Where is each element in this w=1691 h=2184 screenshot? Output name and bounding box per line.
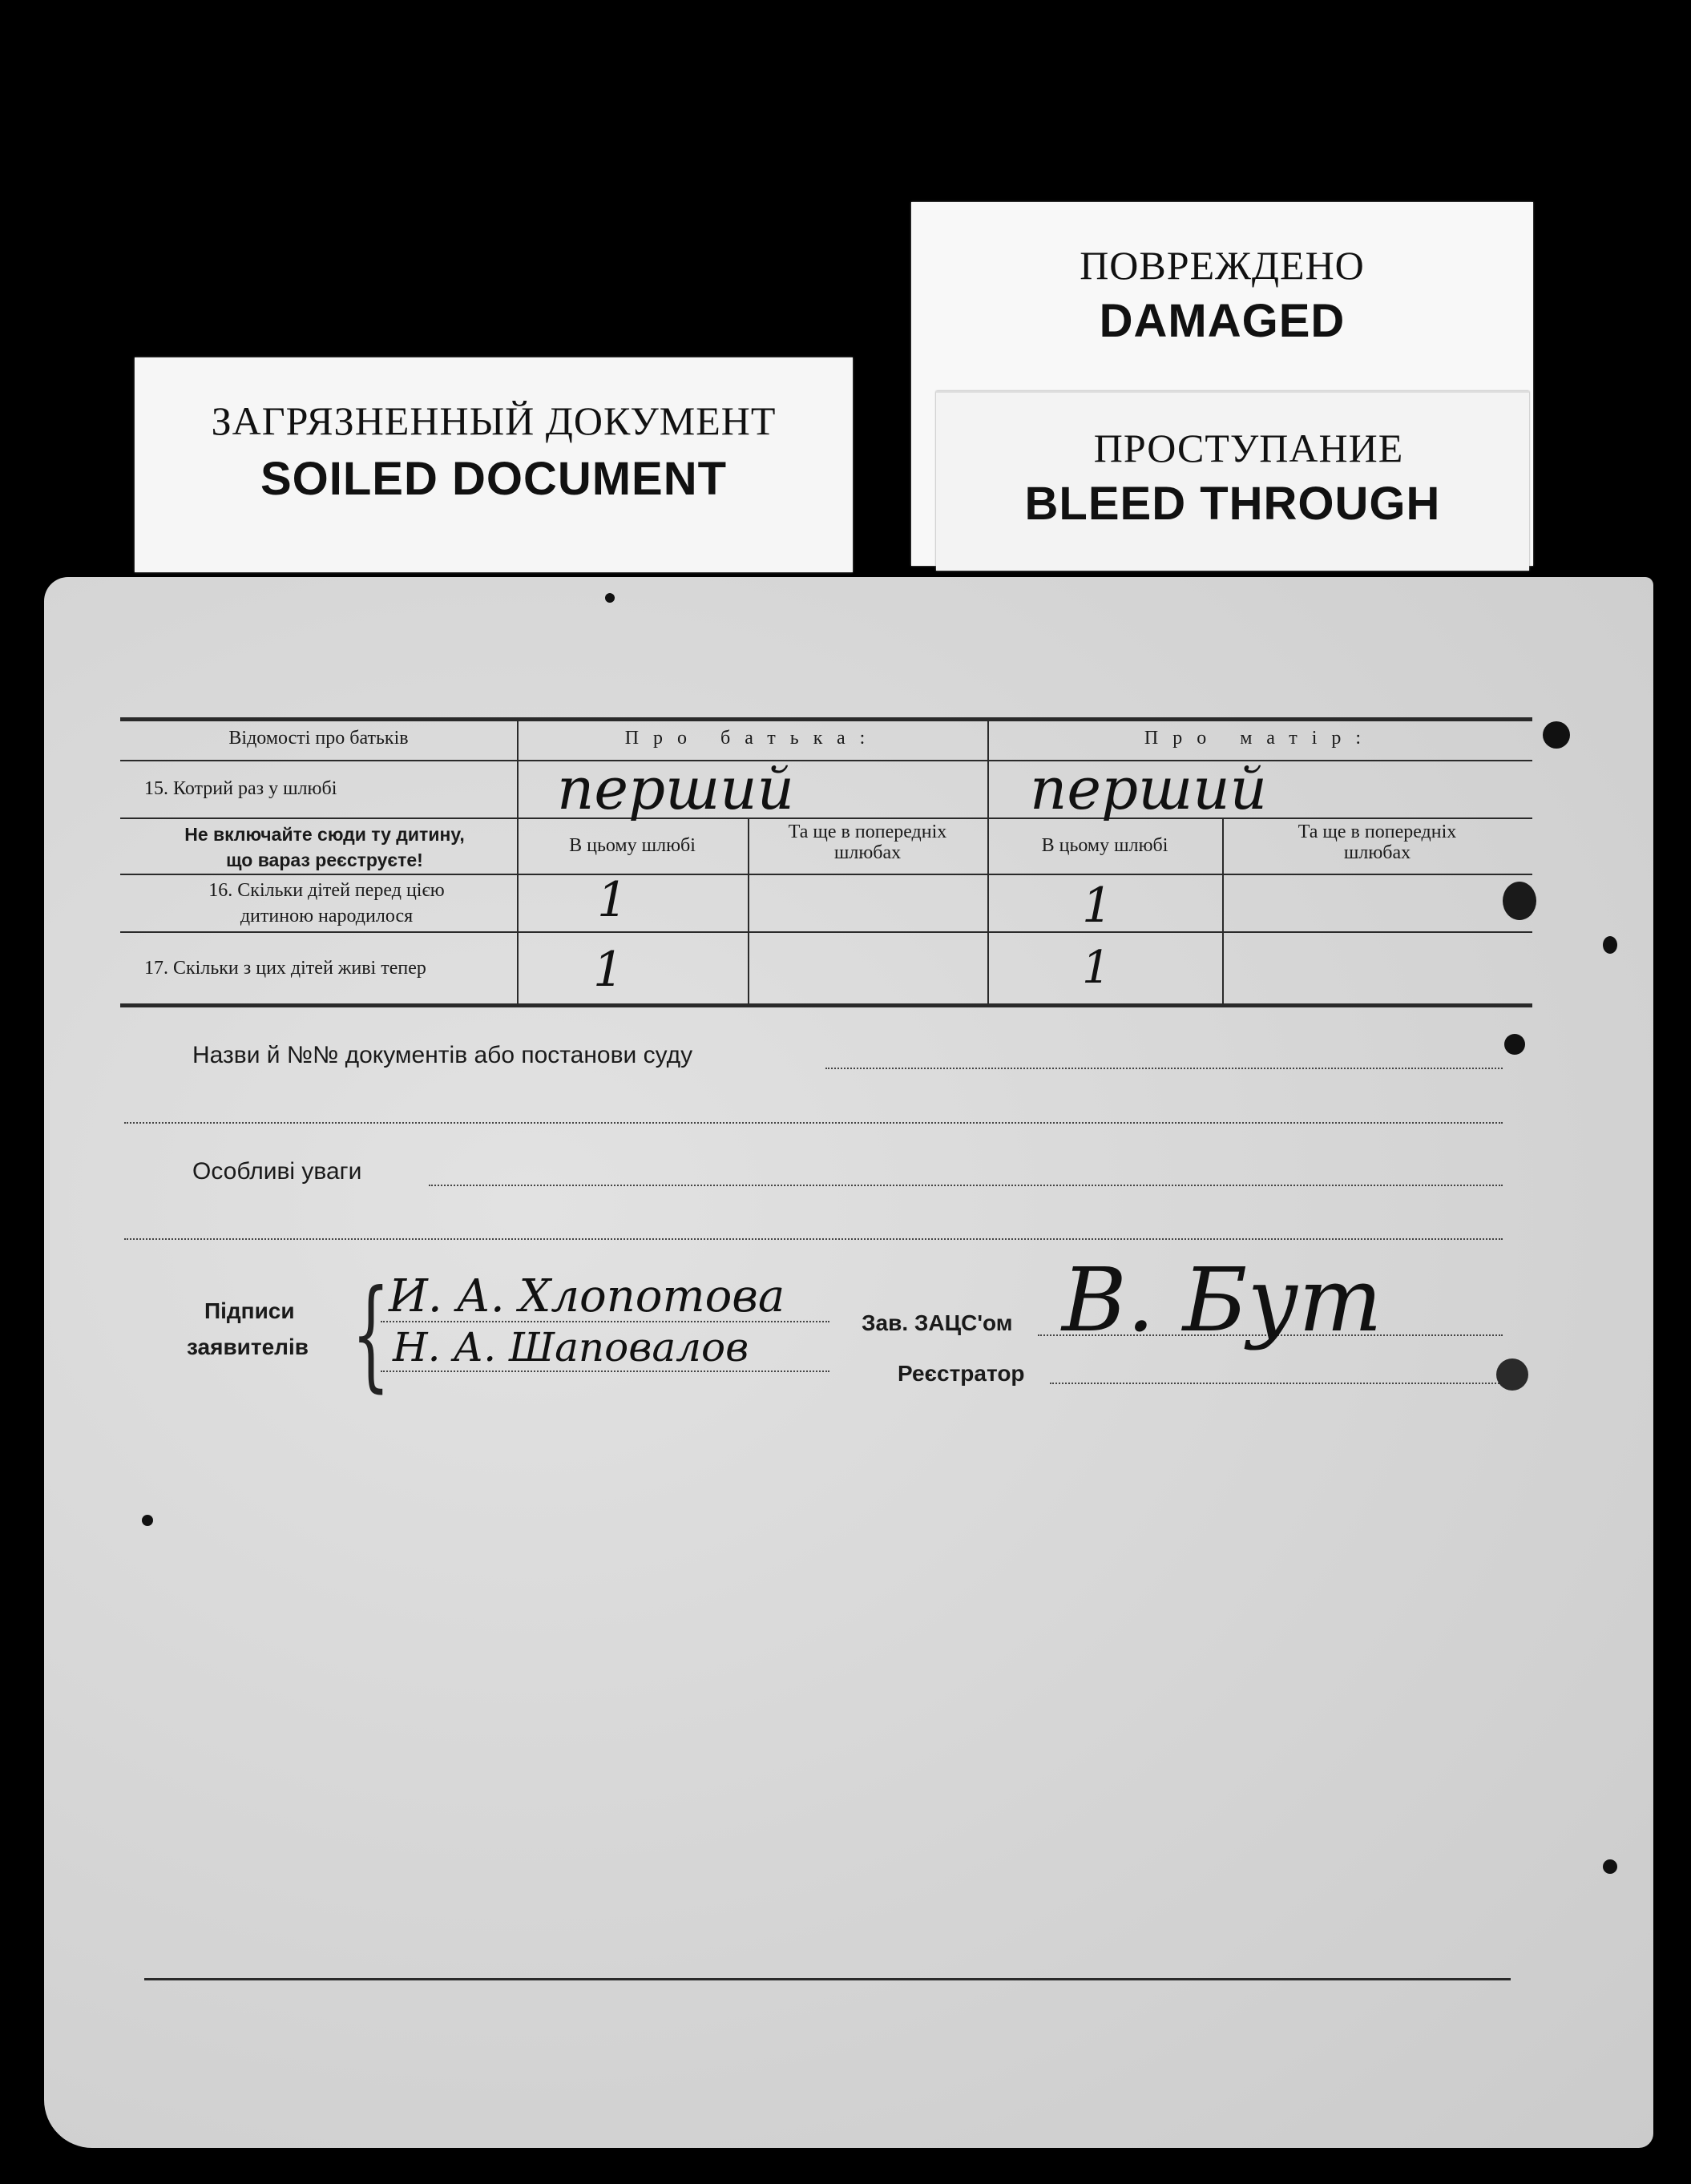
applicant-2-signature: Н. А. Шаповалов <box>393 1324 749 1371</box>
damage-hole <box>1503 882 1536 920</box>
father-prev-line2: шлюбах <box>833 842 902 863</box>
table-top-border <box>120 717 1532 721</box>
applicant-1-signature: И. А. Хлопотова <box>389 1270 785 1322</box>
table-col-divider-2 <box>987 717 989 1003</box>
documents-field-line-1 <box>825 1068 1503 1069</box>
damaged-label-en: DAMAGED <box>1099 295 1346 347</box>
registrar-line <box>1050 1383 1503 1384</box>
header-parents-info: Відомості про батьків <box>228 728 409 749</box>
soiled-document-label-card <box>135 357 853 572</box>
row15-label: 15. Котрий раз у шлюбі <box>144 778 337 799</box>
registration-form-sheet <box>44 577 1653 2148</box>
row16-label <box>140 878 513 929</box>
table-header-divider <box>120 760 1532 761</box>
head-of-registry-label: Зав. ЗАЦС'ом <box>862 1310 1013 1335</box>
soiled-label-ru: ЗАГРЯЗНЕННЫЙ ДОКУМЕНТ <box>211 398 777 443</box>
row15-father-value: перший <box>557 755 795 822</box>
row16-mother-value: 1 <box>1082 878 1113 934</box>
damage-hole <box>605 593 615 603</box>
row16-father-value: 1 <box>597 872 628 928</box>
applicant-2-line <box>381 1371 829 1372</box>
note-label <box>140 822 509 873</box>
father-this-marriage-header: В цьому шлюбі <box>569 835 696 856</box>
row16-label-line2: дитиною народилося <box>240 906 414 926</box>
damage-hole <box>1603 1859 1617 1874</box>
bleed-through-label-ru: ПРОСТУПАНИЕ <box>1093 426 1404 470</box>
row17-father-value: 1 <box>593 942 624 998</box>
special-notes-line-2 <box>124 1238 1503 1240</box>
row16-divider <box>120 931 1532 933</box>
note-label-line1: Не включайте сюди ту дитину, <box>184 824 465 845</box>
damage-hole <box>1504 1034 1525 1055</box>
row15-divider <box>120 817 1532 819</box>
soiled-label-en: SOILED DOCUMENT <box>260 453 728 505</box>
documents-field-line-2 <box>124 1122 1503 1124</box>
header-mother: Про матір: <box>1144 728 1376 749</box>
mother-prev-line2: шлюбах <box>1343 842 1411 863</box>
mother-previous-marriages-header <box>1222 822 1532 863</box>
special-notes-label: Особливі уваги <box>192 1158 362 1185</box>
row17-mother-value: 1 <box>1082 942 1111 994</box>
applicant-signatures-label-line2: заявителів <box>187 1334 309 1359</box>
damage-hole <box>1543 721 1570 749</box>
mother-prev-line1: Та ще в попередніх <box>1298 822 1457 842</box>
applicant-1-line <box>381 1321 829 1322</box>
note-label-line2: що вараз реєструєте! <box>226 850 423 870</box>
row15-mother-value: перший <box>1030 755 1268 822</box>
bleed-through-label-en: BLEED THROUGH <box>1024 478 1441 530</box>
bottom-border-line <box>144 1978 1511 1980</box>
row16-label-line1: 16. Скільки дітей перед цією <box>208 880 445 901</box>
damage-hole <box>1603 936 1617 954</box>
table-col-divider-1 <box>517 717 519 1003</box>
note-row-divider <box>120 874 1532 875</box>
registrar-label: Реєстратор <box>898 1361 1025 1386</box>
special-notes-line-1 <box>429 1185 1503 1186</box>
header-father: Про батька: <box>624 728 880 749</box>
damage-hole <box>142 1515 153 1526</box>
documents-field-label: Назви й №№ документів або постанови суду <box>192 1042 693 1068</box>
damaged-label-ru: ПОВРЕЖДЕНО <box>1080 243 1365 288</box>
damage-hole <box>1496 1358 1528 1391</box>
bleed-through-label-card <box>936 391 1529 571</box>
head-of-registry-signature: В. Бут <box>1062 1249 1382 1351</box>
signatures-brace: { <box>351 1265 390 1404</box>
table-bottom-border <box>120 1003 1532 1007</box>
row17-label: 17. Скільки з цих дітей живі тепер <box>144 958 426 979</box>
father-previous-marriages-header <box>748 822 987 863</box>
applicant-signatures-label-line1: Підписи <box>204 1298 295 1323</box>
father-prev-line1: Та ще в попередніх <box>788 822 947 842</box>
mother-this-marriage-header: В цьому шлюбі <box>1041 835 1168 856</box>
